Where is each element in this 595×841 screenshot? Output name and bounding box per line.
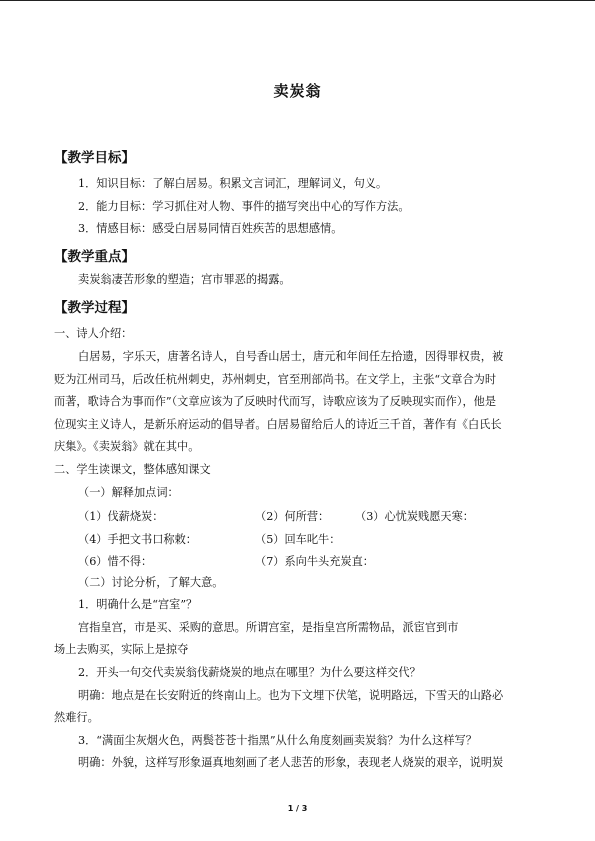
section-heading-goals: 【教学目标】: [54, 150, 135, 166]
goal-item-3: 3．情感目标：感受白居易同情百姓疾苦的思想感情。: [78, 222, 343, 235]
part1-heading: 一、诗人介绍：: [54, 327, 133, 340]
part2-heading: 二、学生读课文，整体感知课文: [54, 463, 211, 476]
section-heading-process: 【教学过程】: [54, 300, 135, 316]
question-2: 2．开头一句交代卖炭翁伐薪烧炭的地点在哪里？为什么要这样交代？: [78, 666, 421, 679]
bio-line-4: 位现实主义诗人，是新乐府运动的倡导者。白居易留给后人的诗近三千首，著作有《白氏长: [54, 418, 502, 431]
page-title: 卖炭翁: [273, 82, 322, 100]
part2-sub2: （二）讨论分析，了解大意。: [78, 576, 224, 589]
goal-item-2: 2．能力目标：学习抓住对人物、事件的描写突出中心的写作方法。: [78, 200, 410, 213]
answer-2-line-2: 然难行。: [54, 711, 99, 724]
vocab-item-6: （6）惜不得：: [78, 555, 153, 568]
page-number: 1 / 3: [287, 804, 308, 813]
vocab-item-5: （5）回车叱牛：: [255, 533, 341, 546]
part2-sub1: （一）解释加点词：: [78, 486, 179, 499]
answer-3-line-1: 明确：外貌，这样写形象逼真地刻画了老人悲苦的形象，表现老人烧炭的艰辛，说明炭: [78, 756, 504, 769]
bio-line-1: 白居易，字乐天，唐著名诗人，自号香山居士，唐元和年间任左拾遗，因得罪权贵，被: [78, 350, 504, 363]
answer-1-line-2: 场上去购买，实际上是掠夺: [54, 643, 189, 656]
vocab-item-2: （2）何所营：: [255, 510, 330, 523]
question-1: 1．明确什么是“宫室”？: [78, 598, 198, 611]
section-heading-key-points: 【教学重点】: [54, 249, 135, 265]
bio-line-5: 庆集》。《卖炭翁》就在其中。: [54, 440, 200, 453]
answer-1-line-1: 宫指皇宫，市是买、采购的意思。所谓宫室，是指皇宫所需物品，派宦官到市: [78, 621, 459, 634]
header-rule: [0, 0, 595, 1]
answer-2-line-1: 明确：地点是在长安附近的终南山上。也为下文埋下伏笔，说明路远，下雪天的山路必: [78, 689, 504, 702]
vocab-item-7: （7）系向牛头充炭直：: [255, 555, 374, 568]
goal-item-1: 1．知识目标：了解白居易。积累文言词汇，理解词义，句义。: [78, 177, 388, 190]
bio-line-3: 而著，歌诗合为事而作”（文章应该为了反映时代而写，诗歌应该为了反映现实而作），他是: [54, 395, 497, 408]
vocab-item-3: （3）心忧炭贱愿天寒：: [355, 510, 474, 523]
question-3: 3．“满面尘灰烟火色，两鬓苍苍十指黑”从什么角度刻画卖炭翁？为什么这样写？: [78, 734, 477, 747]
key-point-text: 卖炭翁凄苦形象的塑造；宫市罪恶的揭露。: [78, 273, 291, 286]
vocab-item-4: （4）手把文书口称敕：: [78, 533, 197, 546]
vocab-item-1: （1）伐薪烧炭：: [78, 510, 164, 523]
bio-line-2: 贬为江州司马，后改任杭州刺史，苏州刺史，官至刑部尚书。在文学上，主张“文章合为时: [54, 373, 497, 386]
